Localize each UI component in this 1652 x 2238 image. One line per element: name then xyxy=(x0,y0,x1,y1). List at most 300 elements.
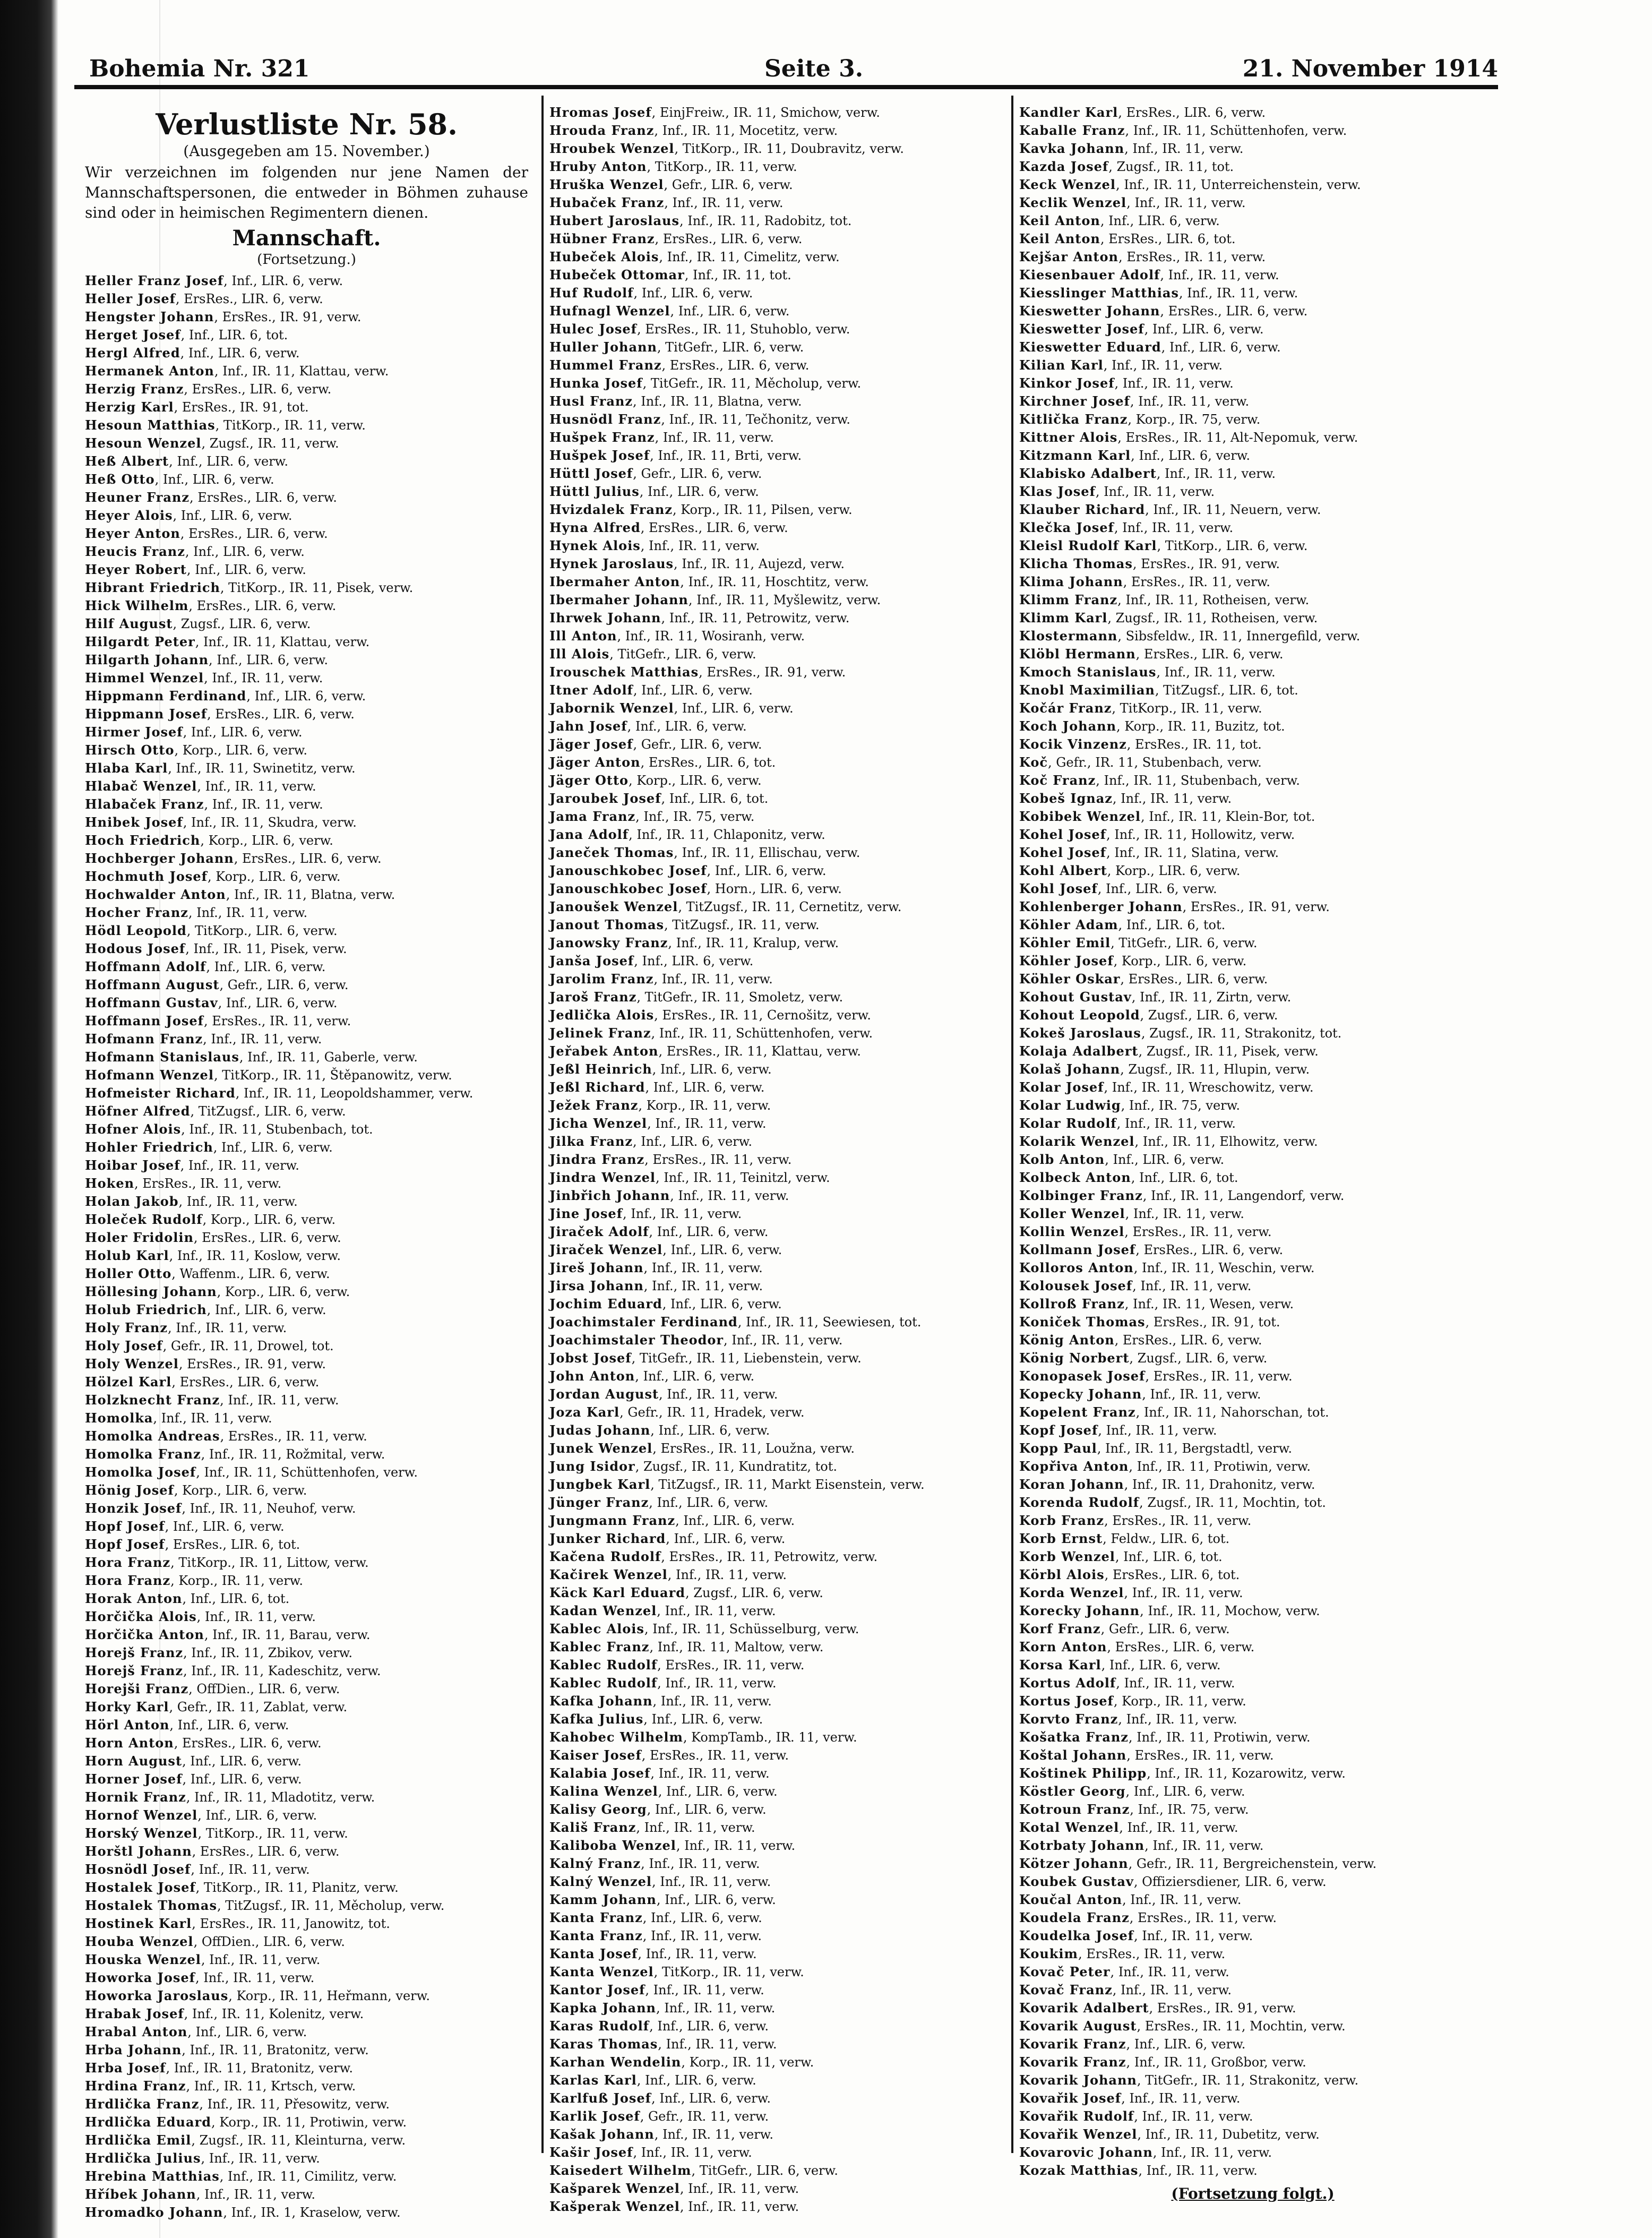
casualty-entry xyxy=(549,2035,1006,2053)
soldier-name: Kotal Wenzel xyxy=(1019,1820,1120,1835)
entry-details: , Korp., LIR. 6, verw. xyxy=(200,833,333,848)
casualty-list xyxy=(1019,104,1486,2180)
entry-details: , Inf., LIR. 6, tot. xyxy=(1115,1549,1223,1564)
casualty-entry xyxy=(549,735,1006,753)
entry-details: , ErsRes., LIR. 6, verw. xyxy=(188,598,337,613)
casualty-entry xyxy=(549,808,1006,826)
soldier-name: Hruška Wenzel xyxy=(549,177,664,192)
casualty-entry xyxy=(549,1656,1006,1674)
casualty-entry xyxy=(1019,1800,1486,1819)
casualty-entry xyxy=(1019,1169,1486,1187)
casualty-entry xyxy=(1019,1548,1486,1566)
soldier-name: Holan Jakob xyxy=(85,1193,179,1209)
soldier-name: Holy Wenzel xyxy=(85,1356,179,1371)
entry-details: , Gefr., IR. 11, Hradek, verw. xyxy=(620,1405,805,1420)
soldier-name: Hoffmann August xyxy=(85,976,220,992)
entry-details: , Inf., LIR. 6, verw. xyxy=(1144,322,1264,337)
entry-details: , Korp., IR. 11, Protiwin, verw. xyxy=(211,2114,407,2130)
soldier-name: Herzig Franz xyxy=(85,381,184,397)
entry-details: , Inf., IR. 11, verw. xyxy=(1132,1279,1252,1293)
casualty-entry xyxy=(549,1096,1006,1114)
casualty-entry xyxy=(1019,230,1486,248)
casualty-entry xyxy=(1019,1259,1486,1277)
soldier-name: Hüttl Julius xyxy=(549,484,640,499)
entry-details: , Inf., LIR. 6, verw. xyxy=(674,701,794,716)
casualty-entry xyxy=(549,844,1006,862)
entry-details: , ErsRes., IR. 91, tot. xyxy=(174,399,309,415)
entry-details: , Gefr., IR. 11, Drowel, tot. xyxy=(162,1338,334,1353)
casualty-entry xyxy=(1019,645,1486,663)
soldier-name: Kinkor Josef xyxy=(1019,375,1115,391)
casualty-entry xyxy=(549,1548,1006,1566)
soldier-name: Keclik Wenzel xyxy=(1019,195,1127,210)
soldier-name: Holler Otto xyxy=(85,1265,172,1281)
soldier-name: Kiesenbauer Adolf xyxy=(1019,267,1160,282)
casualty-entry xyxy=(549,1187,1006,1205)
entry-details: , ErsRes., IR. 11, verw. xyxy=(1078,1947,1226,1961)
soldier-name: Kablec Rudolf xyxy=(549,1675,658,1691)
casualty-entry xyxy=(549,1764,1006,1782)
casualty-entry xyxy=(1019,1223,1486,1241)
soldier-name: Houba Wenzel xyxy=(85,1933,194,1949)
entry-details: , TitKorp., IR. 11, Pisek, verw. xyxy=(220,580,414,595)
entry-details: , Inf., IR. 11, Schüsselburg, verw. xyxy=(644,1622,859,1636)
casualty-entry xyxy=(1019,826,1486,844)
casualty-entry xyxy=(549,2125,1006,2143)
entry-details: , Inf., IR. 11, Klattau, verw. xyxy=(195,634,370,649)
entry-details: , ErsRes., LIR. 6, verw. xyxy=(1114,1333,1262,1348)
soldier-name: Kieswetter Johann xyxy=(1019,303,1160,319)
entry-details: , ErsRes., LIR. 6, verw. xyxy=(192,1843,340,1859)
entry-details: , Inf., IR. 11, verw. xyxy=(638,1947,757,1961)
soldier-name: Jäger Anton xyxy=(549,754,641,770)
entry-details: , Inf., LIR. 6, verw. xyxy=(670,304,790,319)
entry-details: , Inf., LIR. 6, verw. xyxy=(1125,1784,1245,1799)
soldier-name: Koudela Franz xyxy=(1019,1910,1130,1925)
soldier-name: Jindra Franz xyxy=(549,1152,645,1167)
casualty-entry xyxy=(1019,1421,1486,1439)
soldier-name: Kortus Adolf xyxy=(1019,1675,1116,1691)
entry-details: , Inf., IR. 11, Koslow, verw. xyxy=(169,1248,341,1263)
entry-details: , Feldw., LIR. 6, tot. xyxy=(1103,1531,1230,1546)
soldier-name: Klostermann xyxy=(1019,628,1118,644)
casualty-entry xyxy=(549,898,1006,916)
casualty-entry xyxy=(85,1915,528,1933)
casualty-entry xyxy=(1019,790,1486,808)
soldier-name: Körbl Alois xyxy=(1019,1567,1105,1582)
entry-details: , Inf., IR. 11, verw. xyxy=(659,1387,778,1402)
entry-details: , Inf., LIR. 6, verw. xyxy=(186,562,306,577)
casualty-entry xyxy=(549,1855,1006,1873)
entry-details: , Inf., IR. 11, Myšlewitz, verw. xyxy=(688,593,881,607)
casualty-entry xyxy=(1019,1746,1486,1764)
entry-details: , Korp., IR. 11, verw. xyxy=(1113,1694,1246,1709)
column-3 xyxy=(1019,104,1486,2202)
soldier-name: Kazda Josef xyxy=(1019,159,1109,174)
soldier-name: Irouschek Matthias xyxy=(549,664,699,680)
soldier-name: Horner Josef xyxy=(85,1771,183,1787)
entry-details: , OffDien., LIR. 6, verw. xyxy=(193,1934,345,1949)
soldier-name: Hönig Josef xyxy=(85,1482,174,1498)
casualty-entry xyxy=(549,645,1006,663)
soldier-name: Hengster Johann xyxy=(85,308,214,324)
soldier-name: Karlas Karl xyxy=(549,2072,637,2088)
casualty-entry xyxy=(1019,1945,1486,1963)
casualty-entry xyxy=(549,1584,1006,1602)
casualty-entry xyxy=(1019,1078,1486,1096)
entry-details: , ErsRes., IR. 91, verw. xyxy=(214,309,362,324)
entry-details: , Korp., LIR. 6, verw. xyxy=(1107,863,1241,878)
soldier-name: Kamm Johann xyxy=(549,1892,657,1907)
entry-details: , Inf., IR. 11, Blatna, verw. xyxy=(633,394,802,409)
casualty-entry xyxy=(549,1223,1006,1241)
soldier-name: Knobl Maximilian xyxy=(1019,682,1155,698)
soldier-name: Hrdina Franz xyxy=(85,2078,186,2094)
soldier-name: Hrdlička Emil xyxy=(85,2132,192,2148)
entry-details: , Inf., IR. 11, verw. xyxy=(204,796,323,812)
soldier-name: Klöbl Hermann xyxy=(1019,646,1136,662)
entry-details: , Inf., IR. 11, Hoschtitz, verw. xyxy=(680,574,869,589)
entry-details: , Inf., IR. 11, verw. xyxy=(1142,1387,1261,1402)
casualty-entry xyxy=(85,308,528,326)
soldier-name: Karas Thomas xyxy=(549,2036,658,2052)
casualty-entry xyxy=(85,2041,528,2059)
entry-details: , Inf., IR. 11, verw. xyxy=(195,1970,315,1985)
soldier-name: Junker Richard xyxy=(549,1531,666,1546)
soldier-name: Jinbřich Johann xyxy=(549,1188,670,1203)
entry-details: , Gefr., LIR. 6, verw. xyxy=(219,977,349,992)
entry-details: , Inf., LIR. 6, verw. xyxy=(197,1807,317,1823)
casualty-entry xyxy=(85,1824,528,1842)
soldier-name: Jilka Franz xyxy=(549,1134,633,1149)
soldier-name: Kapka Johann xyxy=(549,2000,656,2016)
casualty-entry xyxy=(1019,1403,1486,1421)
entry-details: , KompTamb., IR. 11, verw. xyxy=(683,1730,857,1745)
casualty-entry xyxy=(85,1716,528,1734)
soldier-name: Kötzer Johann xyxy=(1019,1856,1129,1871)
entry-details: , ErsRes., IR. 11, verw. xyxy=(641,1748,789,1763)
casualty-entry xyxy=(85,922,528,940)
entry-details: , ErsRes., LIR. 6, verw. xyxy=(1160,304,1308,319)
casualty-entry xyxy=(85,1608,528,1626)
casualty-entry xyxy=(1019,1692,1486,1710)
soldier-name: Hrouda Franz xyxy=(549,123,655,138)
soldier-name: Jama Franz xyxy=(549,809,636,824)
soldier-name: Kejšar Anton xyxy=(1019,249,1118,264)
entry-details: , Inf., IR. 11, verw. xyxy=(1156,665,1276,680)
soldier-name: Hopf Josef xyxy=(85,1536,165,1552)
soldier-name: Hick Wilhelm xyxy=(85,597,189,613)
soldier-name: Hufnagl Wenzel xyxy=(549,303,670,319)
entry-details: , Korp., LIR. 6, verw. xyxy=(202,1212,336,1227)
casualty-entry xyxy=(85,1933,528,1951)
soldier-name: Herzig Karl xyxy=(85,399,174,415)
casualty-entry xyxy=(85,543,528,561)
soldier-name: Junek Wenzel xyxy=(549,1440,653,1456)
soldier-name: Hoibar Josef xyxy=(85,1157,180,1173)
soldier-name: Heyer Robert xyxy=(85,561,187,577)
soldier-name: Karlik Josef xyxy=(549,2108,640,2124)
soldier-name: Hrabak Josef xyxy=(85,2005,184,2021)
entry-details: , Inf., IR. 11, Neuhof, verw. xyxy=(182,1500,356,1516)
soldier-name: Janout Thomas xyxy=(549,917,665,932)
casualty-entry xyxy=(1019,465,1486,483)
casualty-entry xyxy=(1019,428,1486,447)
soldier-name: Jordan August xyxy=(549,1386,659,1402)
entry-details: , Inf., IR. 11, Drahonitz, verw. xyxy=(1124,1477,1315,1492)
casualty-entry xyxy=(1019,1873,1486,1891)
soldier-name: Kopp Paul xyxy=(1019,1440,1097,1456)
casualty-entry xyxy=(85,579,528,597)
casualty-entry xyxy=(1019,1638,1486,1656)
casualty-entry xyxy=(549,1439,1006,1457)
casualty-entry xyxy=(549,1133,1006,1151)
entry-details: , Inf., IR. 11, verw. xyxy=(670,1188,789,1203)
casualty-entry xyxy=(85,1572,528,1590)
soldier-name: Holub Karl xyxy=(85,1247,169,1263)
entry-details: , ErsRes., IR. 11, verw. xyxy=(1145,1369,1293,1384)
entry-details: , ErsRes., IR. 91, verw. xyxy=(1149,2001,1296,2016)
entry-details: , Inf., LIR. 6, verw. xyxy=(639,484,759,499)
soldier-name: Huf Rudolf xyxy=(549,285,634,301)
soldier-name: Jiraček Adolf xyxy=(549,1224,649,1239)
soldier-name: Kovařik Josef xyxy=(1019,2090,1122,2106)
entry-details: , TitZugsf., IR. 11, verw. xyxy=(664,918,820,932)
entry-details: , Inf., LIR. 6, verw. xyxy=(633,286,753,301)
soldier-name: Jäger Josef xyxy=(549,736,633,752)
casualty-entry xyxy=(549,2107,1006,2125)
casualty-entry xyxy=(85,1806,528,1824)
soldier-name: Jireš Johann xyxy=(549,1260,644,1275)
casualty-entry xyxy=(1019,988,1486,1006)
casualty-entry xyxy=(85,1445,528,1463)
casualty-entry xyxy=(1019,916,1486,934)
casualty-entry xyxy=(1019,1494,1486,1512)
casualty-entry xyxy=(85,1030,528,1048)
casualty-entry xyxy=(1019,735,1486,753)
soldier-name: Hochberger Johann xyxy=(85,850,234,866)
soldier-name: Hörl Anton xyxy=(85,1717,170,1733)
entry-details: , Inf., IR. 75, verw. xyxy=(1130,1802,1249,1817)
entry-details: , Inf., LIR. 6, verw. xyxy=(656,1892,776,1907)
casualty-entry xyxy=(549,970,1006,988)
casualty-entry xyxy=(85,777,528,795)
casualty-entry xyxy=(85,886,528,904)
casualty-entry xyxy=(85,416,528,434)
entry-details: , Inf., IR. 11, verw. xyxy=(640,538,760,553)
entry-details: , Zugsf., LIR. 6, verw. xyxy=(173,616,311,631)
soldier-name: Kolar Josef xyxy=(1019,1079,1104,1095)
soldier-name: Kašir Josef xyxy=(549,2145,633,2160)
entry-details: , Waffenm., LIR. 6, verw. xyxy=(171,1266,330,1281)
casualty-entry xyxy=(549,176,1006,194)
casualty-entry xyxy=(85,2131,528,2149)
entry-details: , Inf., IR. 11, Kralup, verw. xyxy=(668,936,839,950)
soldier-name: Kavka Johann xyxy=(1019,141,1125,156)
soldier-name: Heller Franz Josef xyxy=(85,272,224,288)
entry-details: , Inf., IR. 11, Skudra, verw. xyxy=(183,814,357,830)
entry-details: , Korp., LIR. 6, verw. xyxy=(174,742,307,758)
soldier-name: Köhler Adam xyxy=(1019,917,1118,932)
casualty-entry xyxy=(1019,176,1486,194)
casualty-entry xyxy=(549,1060,1006,1078)
casualty-entry xyxy=(85,723,528,741)
soldier-name: Köhler Josef xyxy=(1019,953,1114,968)
soldier-name: Hyna Alfred xyxy=(549,520,641,535)
entry-details: , ErsRes., LIR. 6, verw. xyxy=(1135,1242,1284,1257)
entry-details: , Korp., IR. 75, verw. xyxy=(1128,412,1261,427)
entry-details: , TitKorp., IR. 11, verw. xyxy=(1112,701,1262,716)
entry-details: , Inf., IR. 75, verw. xyxy=(1121,1098,1240,1113)
casualty-entry xyxy=(85,1409,528,1427)
entry-details: , Inf., IR. 11, Langendorf, verw. xyxy=(1142,1188,1345,1203)
casualty-entry xyxy=(549,952,1006,970)
soldier-name: Janowsky Franz xyxy=(549,935,668,950)
entry-details: , Inf., LIR. 6, verw. xyxy=(627,719,747,734)
soldier-name: Hochmuth Josef xyxy=(85,868,208,884)
casualty-entry xyxy=(1019,194,1486,212)
entry-details: , Inf., LIR. 6, tot. xyxy=(1118,918,1226,932)
casualty-entry xyxy=(85,940,528,958)
soldier-name: Heyer Anton xyxy=(85,525,180,541)
entry-details: , ErsRes., IR. 11, verw. xyxy=(1126,1748,1274,1763)
entry-details: , Korp., IR. 11, verw. xyxy=(638,1098,771,1113)
entry-details: , Inf., LIR. 6, verw. xyxy=(206,959,326,974)
entry-details: , Korp., LIR. 6, verw. xyxy=(1113,954,1247,968)
soldier-name: Karlfuß Josef xyxy=(549,2090,652,2106)
entry-details: , ErsRes., LIR. 6, tot. xyxy=(1104,1567,1240,1582)
entry-details: , Inf., IR. 11, Kolenitz, verw. xyxy=(184,2006,364,2021)
soldier-name: Kopf Josef xyxy=(1019,1422,1098,1438)
entry-details: , ErsRes., LIR. 6, verw. xyxy=(207,706,355,722)
entry-details: , Inf., IR. 1, Kraselow, verw. xyxy=(223,2205,401,2220)
entry-details: , Inf., LIR. 6, verw. xyxy=(180,345,300,361)
soldier-name: Kitlička Franz xyxy=(1019,411,1128,427)
casualty-entry xyxy=(85,1752,528,1770)
entry-details: , Inf., LIR. 6, verw. xyxy=(183,724,303,740)
casualty-entry xyxy=(1019,681,1486,699)
entry-details: , TitKorp., IR. 11, Littow, verw. xyxy=(170,1555,369,1570)
entry-details: , Inf., IR. 11, Schüttenhofen, verw. xyxy=(1125,123,1347,138)
casualty-entry xyxy=(549,1746,1006,1764)
entry-details: , TitKorp., LIR. 6, verw. xyxy=(1157,538,1308,553)
casualty-entry xyxy=(1019,1313,1486,1331)
casualty-entry xyxy=(1019,2125,1486,2143)
soldier-name: Howorka Jaroslaus xyxy=(85,1987,229,2003)
entry-details: , ErsRes., LIR. 6, verw. xyxy=(184,381,332,397)
entry-details: , ErsRes., IR. 11, Cernošitz, verw. xyxy=(654,1008,871,1023)
entry-details: , Inf., IR. 11, Swinetitz, verw. xyxy=(168,760,356,776)
casualty-entry xyxy=(85,362,528,380)
entry-details: , ErsRes., LIR. 6, verw. xyxy=(640,520,788,535)
casualty-entry xyxy=(85,1770,528,1788)
casualty-entry xyxy=(1019,392,1486,410)
casualty-entry xyxy=(85,2149,528,2167)
casualty-entry xyxy=(1019,1277,1486,1295)
casualty-entry xyxy=(85,344,528,362)
entry-details: , Inf., IR. 11, verw. xyxy=(1110,1965,1229,1979)
entry-details: , Inf., IR. 11, Bratonitz, verw. xyxy=(166,2060,353,2076)
page-number: Seite 3. xyxy=(764,55,864,82)
column-rule-2 xyxy=(1011,96,1013,2153)
soldier-name: Klauber Richard xyxy=(1019,502,1146,517)
entry-details: , Inf., IR. 11, Gaberle, verw. xyxy=(239,1049,418,1065)
soldier-name: Hrebina Matthias xyxy=(85,2168,220,2184)
entry-details: , TitZugsf., LIR. 6, verw. xyxy=(190,1103,346,1119)
entry-details: , Inf., IR. 11, verw. xyxy=(1126,195,1246,210)
casualty-entry xyxy=(1019,1241,1486,1259)
casualty-entry xyxy=(1019,1096,1486,1114)
entry-details: , Inf., LIR. 6, verw. xyxy=(218,995,338,1010)
entry-details: , Korp., LIR. 6, verw. xyxy=(174,1482,307,1498)
entry-details: , ErsRes., IR. 11, verw. xyxy=(1104,1513,1252,1528)
casualty-entry xyxy=(549,1728,1006,1746)
soldier-name: Hofmeister Richard xyxy=(85,1085,236,1101)
casualty-entry xyxy=(1019,1855,1486,1873)
soldier-name: Kitzmann Karl xyxy=(1019,448,1131,463)
entry-details: , ErsRes., IR. 11, tot. xyxy=(1126,737,1262,752)
casualty-entry xyxy=(1019,555,1486,573)
entry-details: , Inf., IR. 11, verw. xyxy=(1112,1983,1232,1997)
entry-details: , Korp., IR. 11, verw. xyxy=(681,2055,814,2070)
entry-details: , Inf., IR. 11, verw. xyxy=(1114,520,1234,535)
soldier-name: Hölzel Karl xyxy=(85,1374,172,1390)
entry-details: , ErsRes., IR. 91, verw. xyxy=(1182,899,1330,914)
entry-details: , Inf., LIR. 6, verw. xyxy=(666,1531,786,1546)
soldier-name: Hubeček Alois xyxy=(549,249,659,264)
soldier-name: Kohl Josef xyxy=(1019,881,1098,896)
entry-details: , Inf., IR. 11, Schüttenhofen, verw. xyxy=(651,1026,873,1041)
soldier-name: Kantor Josef xyxy=(549,1982,646,1997)
soldier-name: Kovarik Franz xyxy=(1019,2036,1126,2052)
soldier-name: Hostalek Josef xyxy=(85,1879,196,1895)
entry-details: , Inf., IR. 11, Tečhonitz, verw. xyxy=(661,412,850,427)
soldier-name: Husnödl Franz xyxy=(549,411,661,427)
casualty-entry xyxy=(85,561,528,579)
soldier-name: Keil Anton xyxy=(1019,231,1100,246)
casualty-entry xyxy=(85,633,528,651)
casualty-entry xyxy=(1019,140,1486,158)
entry-details: , Inf., IR. 11, verw. xyxy=(1098,1423,1217,1438)
soldier-name: Kieswetter Josef xyxy=(1019,321,1145,337)
soldier-name: Kolbeck Anton xyxy=(1019,1170,1131,1185)
entry-details: , TitKorp., LIR. 6, verw. xyxy=(186,923,338,938)
soldier-name: Kanta Franz xyxy=(549,1928,643,1943)
entry-details: , Korp., LIR. 6, verw. xyxy=(207,869,341,884)
casualty-entry xyxy=(1019,1349,1486,1367)
casualty-entry xyxy=(549,1927,1006,1945)
column-2 xyxy=(549,104,1006,2214)
entry-details: , Inf., IR. 11, verw. xyxy=(1130,394,1250,409)
casualty-entry xyxy=(85,1590,528,1608)
casualty-entry xyxy=(1019,1295,1486,1313)
entry-details: , Inf., LIR. 6, verw. xyxy=(213,1139,333,1155)
casualty-entry xyxy=(549,699,1006,717)
soldier-name: Hvizdalek Franz xyxy=(549,502,673,517)
entry-details: , Inf., LIR. 6, verw. xyxy=(1105,1152,1225,1167)
casualty-entry xyxy=(549,591,1006,609)
casualty-entry xyxy=(85,759,528,777)
casualty-entry xyxy=(549,1819,1006,1837)
casualty-entry xyxy=(1019,934,1486,952)
soldier-name: Jungbek Karl xyxy=(549,1477,651,1492)
entry-details: , ErsRes., LIR. 6, verw. xyxy=(193,1230,341,1245)
soldier-name: Klabisko Adalbert xyxy=(1019,466,1157,481)
casualty-entry xyxy=(549,392,1006,410)
casualty-entry xyxy=(1019,1819,1486,1837)
casualty-entry xyxy=(1019,1476,1486,1494)
entry-details: , Inf., LIR. 6, verw. xyxy=(643,1712,763,1727)
